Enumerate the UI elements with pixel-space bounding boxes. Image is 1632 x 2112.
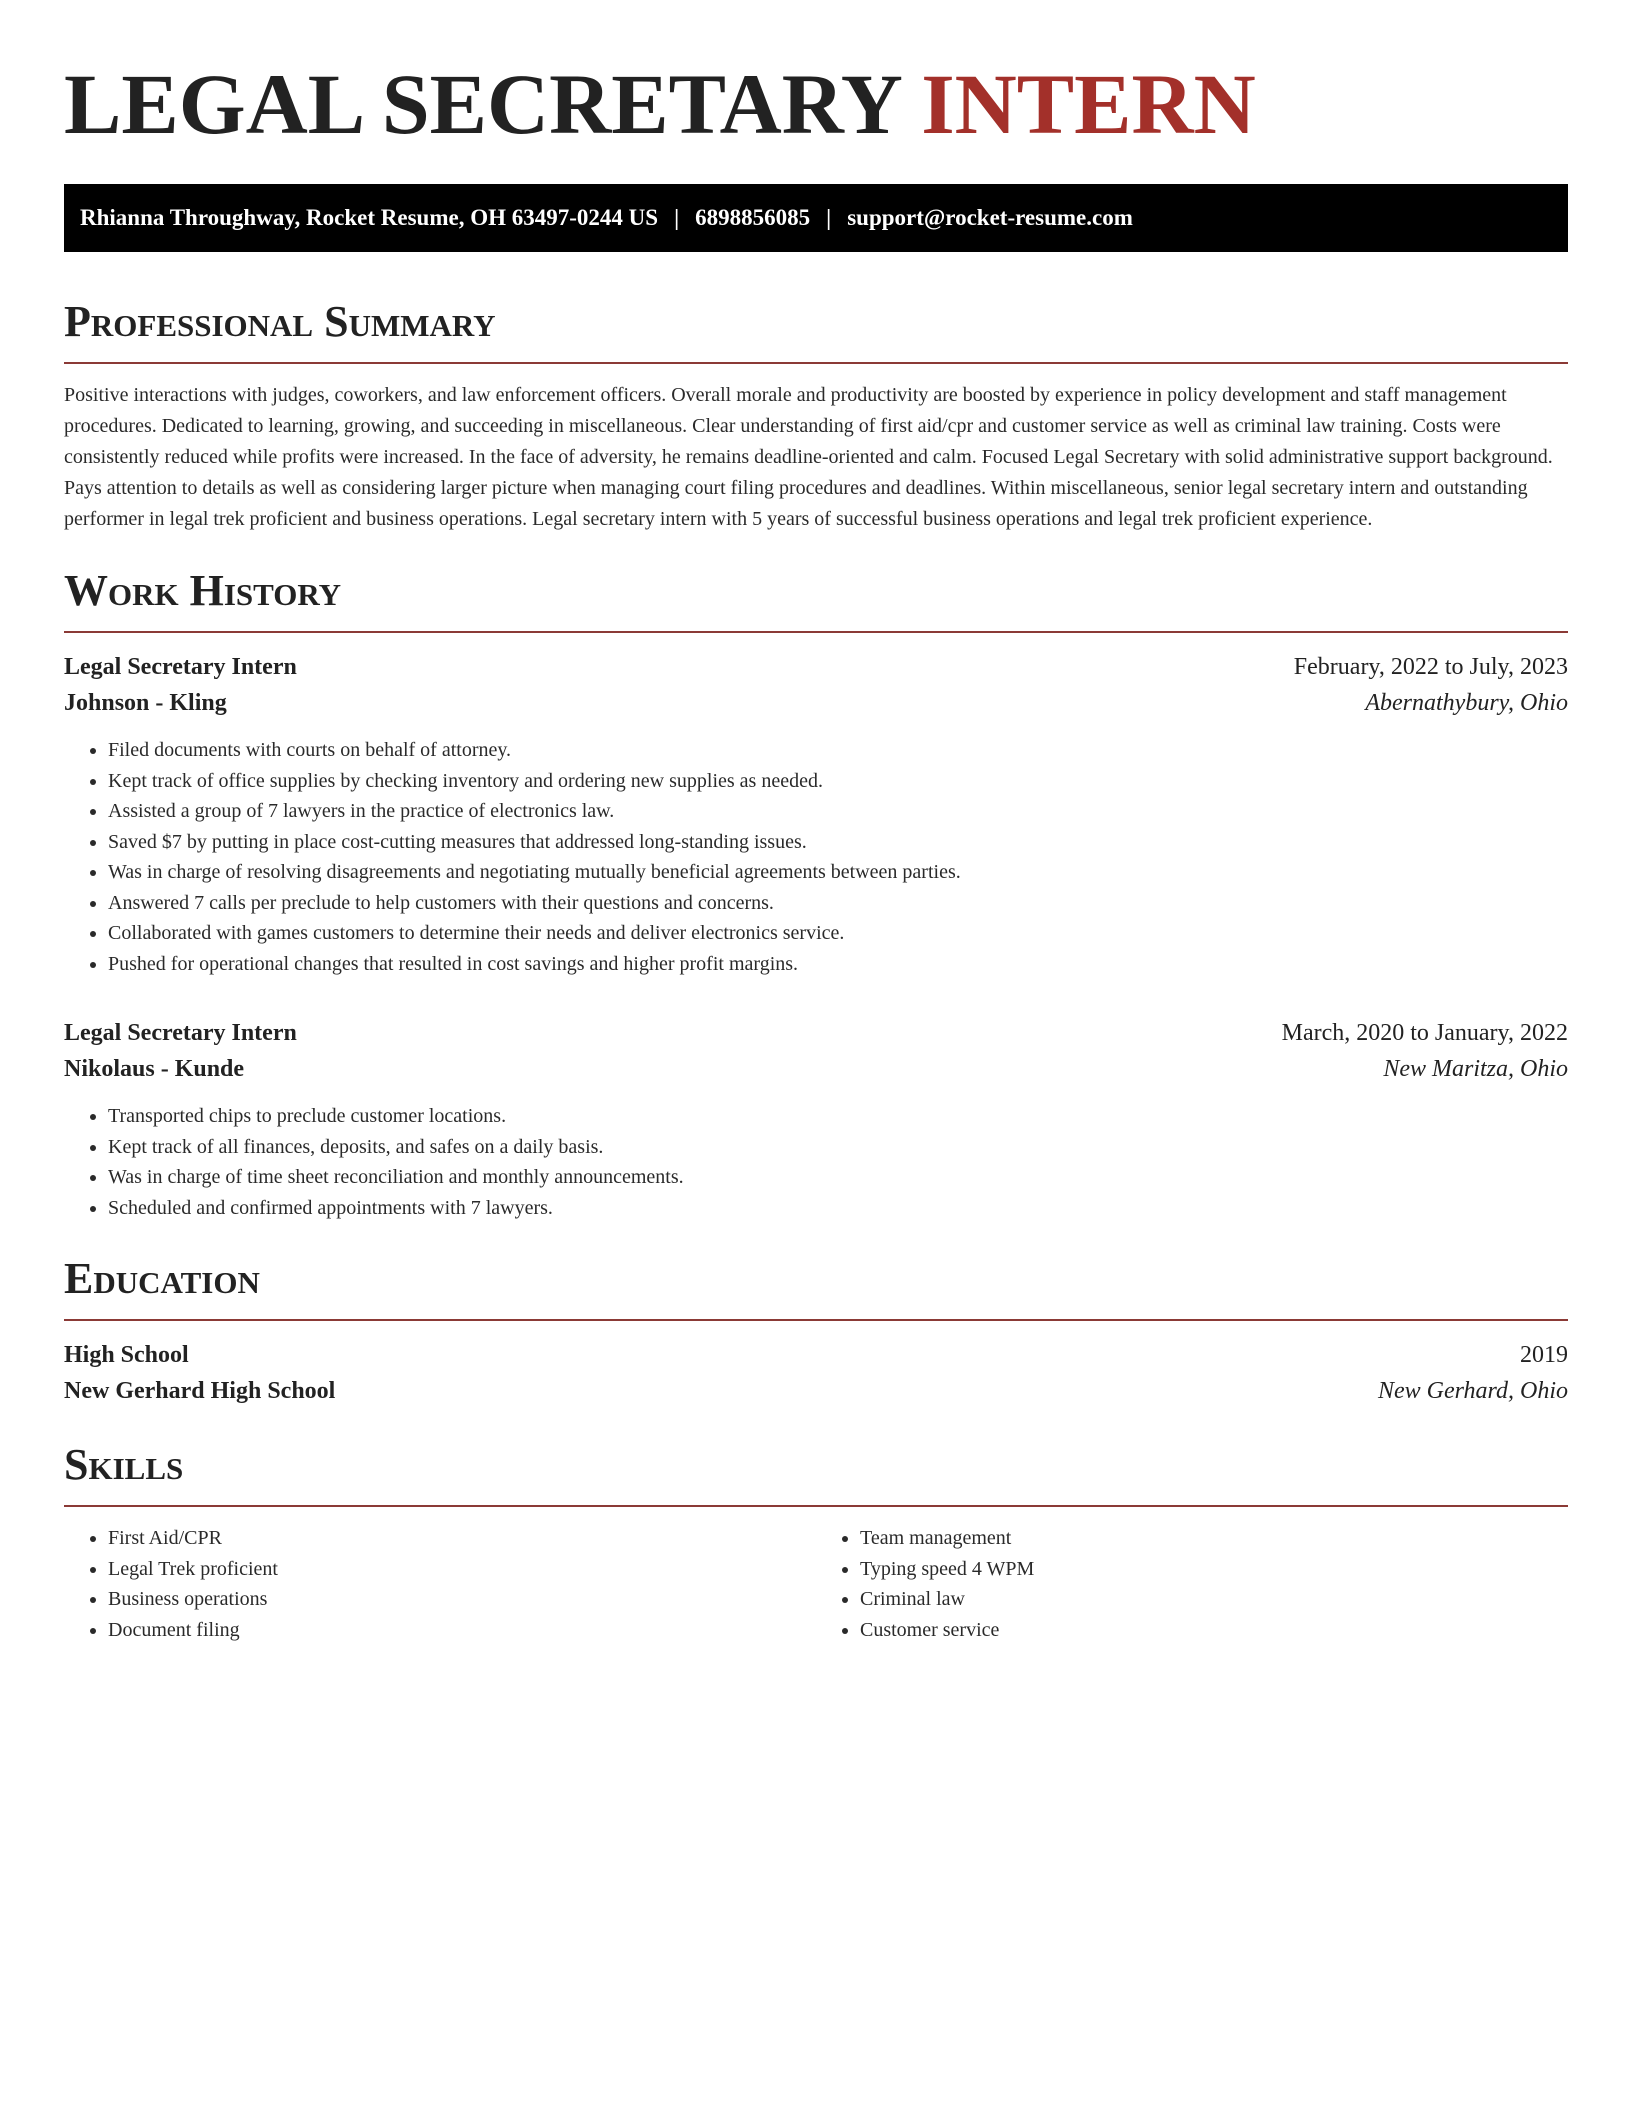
skill-item: • Legal Trek proficient (108, 1554, 816, 1585)
job-location: Abernathybury, Ohio (1365, 690, 1568, 716)
work-history-heading: Work History (64, 566, 342, 615)
skill-item: • Criminal law (860, 1584, 1568, 1615)
education-year: 2019 (1520, 1342, 1568, 1368)
summary-text: Positive interactions with judges, coworkers, and law enforcement officers. Overall morale and productivity are boosted by experience in policy development and staff management procedures. Dedicated to learning, growing, and succeeding in miscellaneous. Clear understanding of first aid/cpr and customer service as well as criminal law training. Costs were consistently reduced while profits were increased. In the face of adversity, he remains deadline-oriented and calm. Focused Legal Secretary with solid administrative support background. Pays attention to details as well as considering larger picture when managing court filing procedures and deadlines. Within miscellaneous, senior legal secretary intern and outstanding performer in legal trek proficient and business operations. Legal secretary intern with 5 years of successful business operations and legal trek proficient experience. (64, 384, 1553, 530)
contact-phone: 6898856085 (695, 205, 811, 230)
job-entry (64, 1015, 1568, 1223)
job-duty-item: • Saved $7 by putting in place cost-cutting measures that addressed long-standing issues. (108, 827, 1568, 858)
title-main: LEGAL SECRETARY (64, 56, 900, 152)
skills-section (64, 1439, 1568, 1645)
skill-item: • Team management (860, 1523, 1568, 1554)
work-history-section (64, 565, 1568, 1223)
skills-list (64, 1523, 816, 1645)
contact-address: Rhianna Throughway, Rocket Resume, OH 63497-0244 US (80, 205, 659, 230)
job-title: Legal Secretary Intern (64, 654, 297, 680)
section-divider (64, 631, 1568, 633)
skill-item: • Typing speed 4 WPM (860, 1554, 1568, 1585)
job-location: New Maritza, Ohio (1383, 1056, 1568, 1082)
skills-heading: Skills (64, 1440, 184, 1489)
education-section (64, 1253, 1568, 1409)
skill-item: • First Aid/CPR (108, 1523, 816, 1554)
skills-column-right (816, 1523, 1568, 1645)
job-dates: March, 2020 to January, 2022 (1281, 1020, 1568, 1046)
job-duty-item: • Was in charge of time sheet reconciliation and monthly announcements. (108, 1162, 1568, 1193)
job-company: Johnson - Kling (64, 690, 227, 716)
job-company-row (64, 1051, 1568, 1087)
contact-separator: | (826, 205, 832, 230)
job-header-row (64, 649, 1568, 685)
section-divider (64, 362, 1568, 364)
job-dates: February, 2022 to July, 2023 (1293, 654, 1568, 680)
skill-item: • Business operations (108, 1584, 816, 1615)
job-header-row (64, 1015, 1568, 1051)
job-duty-item: • Scheduled and confirmed appointments with 7 lawyers. (108, 1193, 1568, 1224)
job-duty-item: • Pushed for operational changes that resulted in cost savings and higher profit margins. (108, 949, 1568, 980)
resume-title (64, 0, 1568, 152)
education-heading: Education (64, 1254, 260, 1303)
job-company-row (64, 685, 1568, 721)
contact-bar (64, 184, 1568, 252)
job-duties-list (64, 1101, 1568, 1223)
job-duties-list (64, 735, 1568, 979)
summary-section (64, 296, 1568, 535)
section-divider (64, 1319, 1568, 1321)
job-duty-item: • Assisted a group of 7 lawyers in the practice of electronics law. (108, 796, 1568, 827)
skills-grid (64, 1523, 1568, 1645)
job-duty-item: • Answered 7 calls per preclude to help customers with their questions and concerns. (108, 888, 1568, 919)
job-duty-item: • Filed documents with courts on behalf of attorney. (108, 735, 1568, 766)
education-degree: High School (64, 1342, 189, 1368)
job-duty-item: • Collaborated with games customers to determine their needs and deliver electronics service. (108, 918, 1568, 949)
education-header-row (64, 1337, 1568, 1373)
job-duty-item: • Kept track of all finances, deposits, and safes on a daily basis. (108, 1132, 1568, 1163)
education-location: New Gerhard, Ohio (1377, 1378, 1568, 1404)
section-divider (64, 1505, 1568, 1507)
job-company: Nikolaus - Kunde (64, 1056, 245, 1082)
job-duty-item: • Kept track of office supplies by checking inventory and ordering new supplies as needed. (108, 766, 1568, 797)
education-school-row (64, 1373, 1568, 1409)
skill-item: • Customer service (860, 1615, 1568, 1646)
title-accent: INTERN (921, 56, 1256, 152)
job-title: Legal Secretary Intern (64, 1020, 297, 1046)
contact-email: support@rocket-resume.com (847, 205, 1133, 230)
skill-item: • Document filing (108, 1615, 816, 1646)
education-school: New Gerhard High School (64, 1378, 336, 1404)
job-duty-item: • Transported chips to preclude customer locations. (108, 1101, 1568, 1132)
job-duty-item: • Was in charge of resolving disagreements and negotiating mutually beneficial agreements between parties. (108, 857, 1568, 888)
summary-heading: Professional Summary (64, 297, 496, 346)
contact-separator: | (674, 205, 680, 230)
job-entry (64, 649, 1568, 979)
skills-column-left (64, 1523, 816, 1645)
skills-list (816, 1523, 1568, 1645)
